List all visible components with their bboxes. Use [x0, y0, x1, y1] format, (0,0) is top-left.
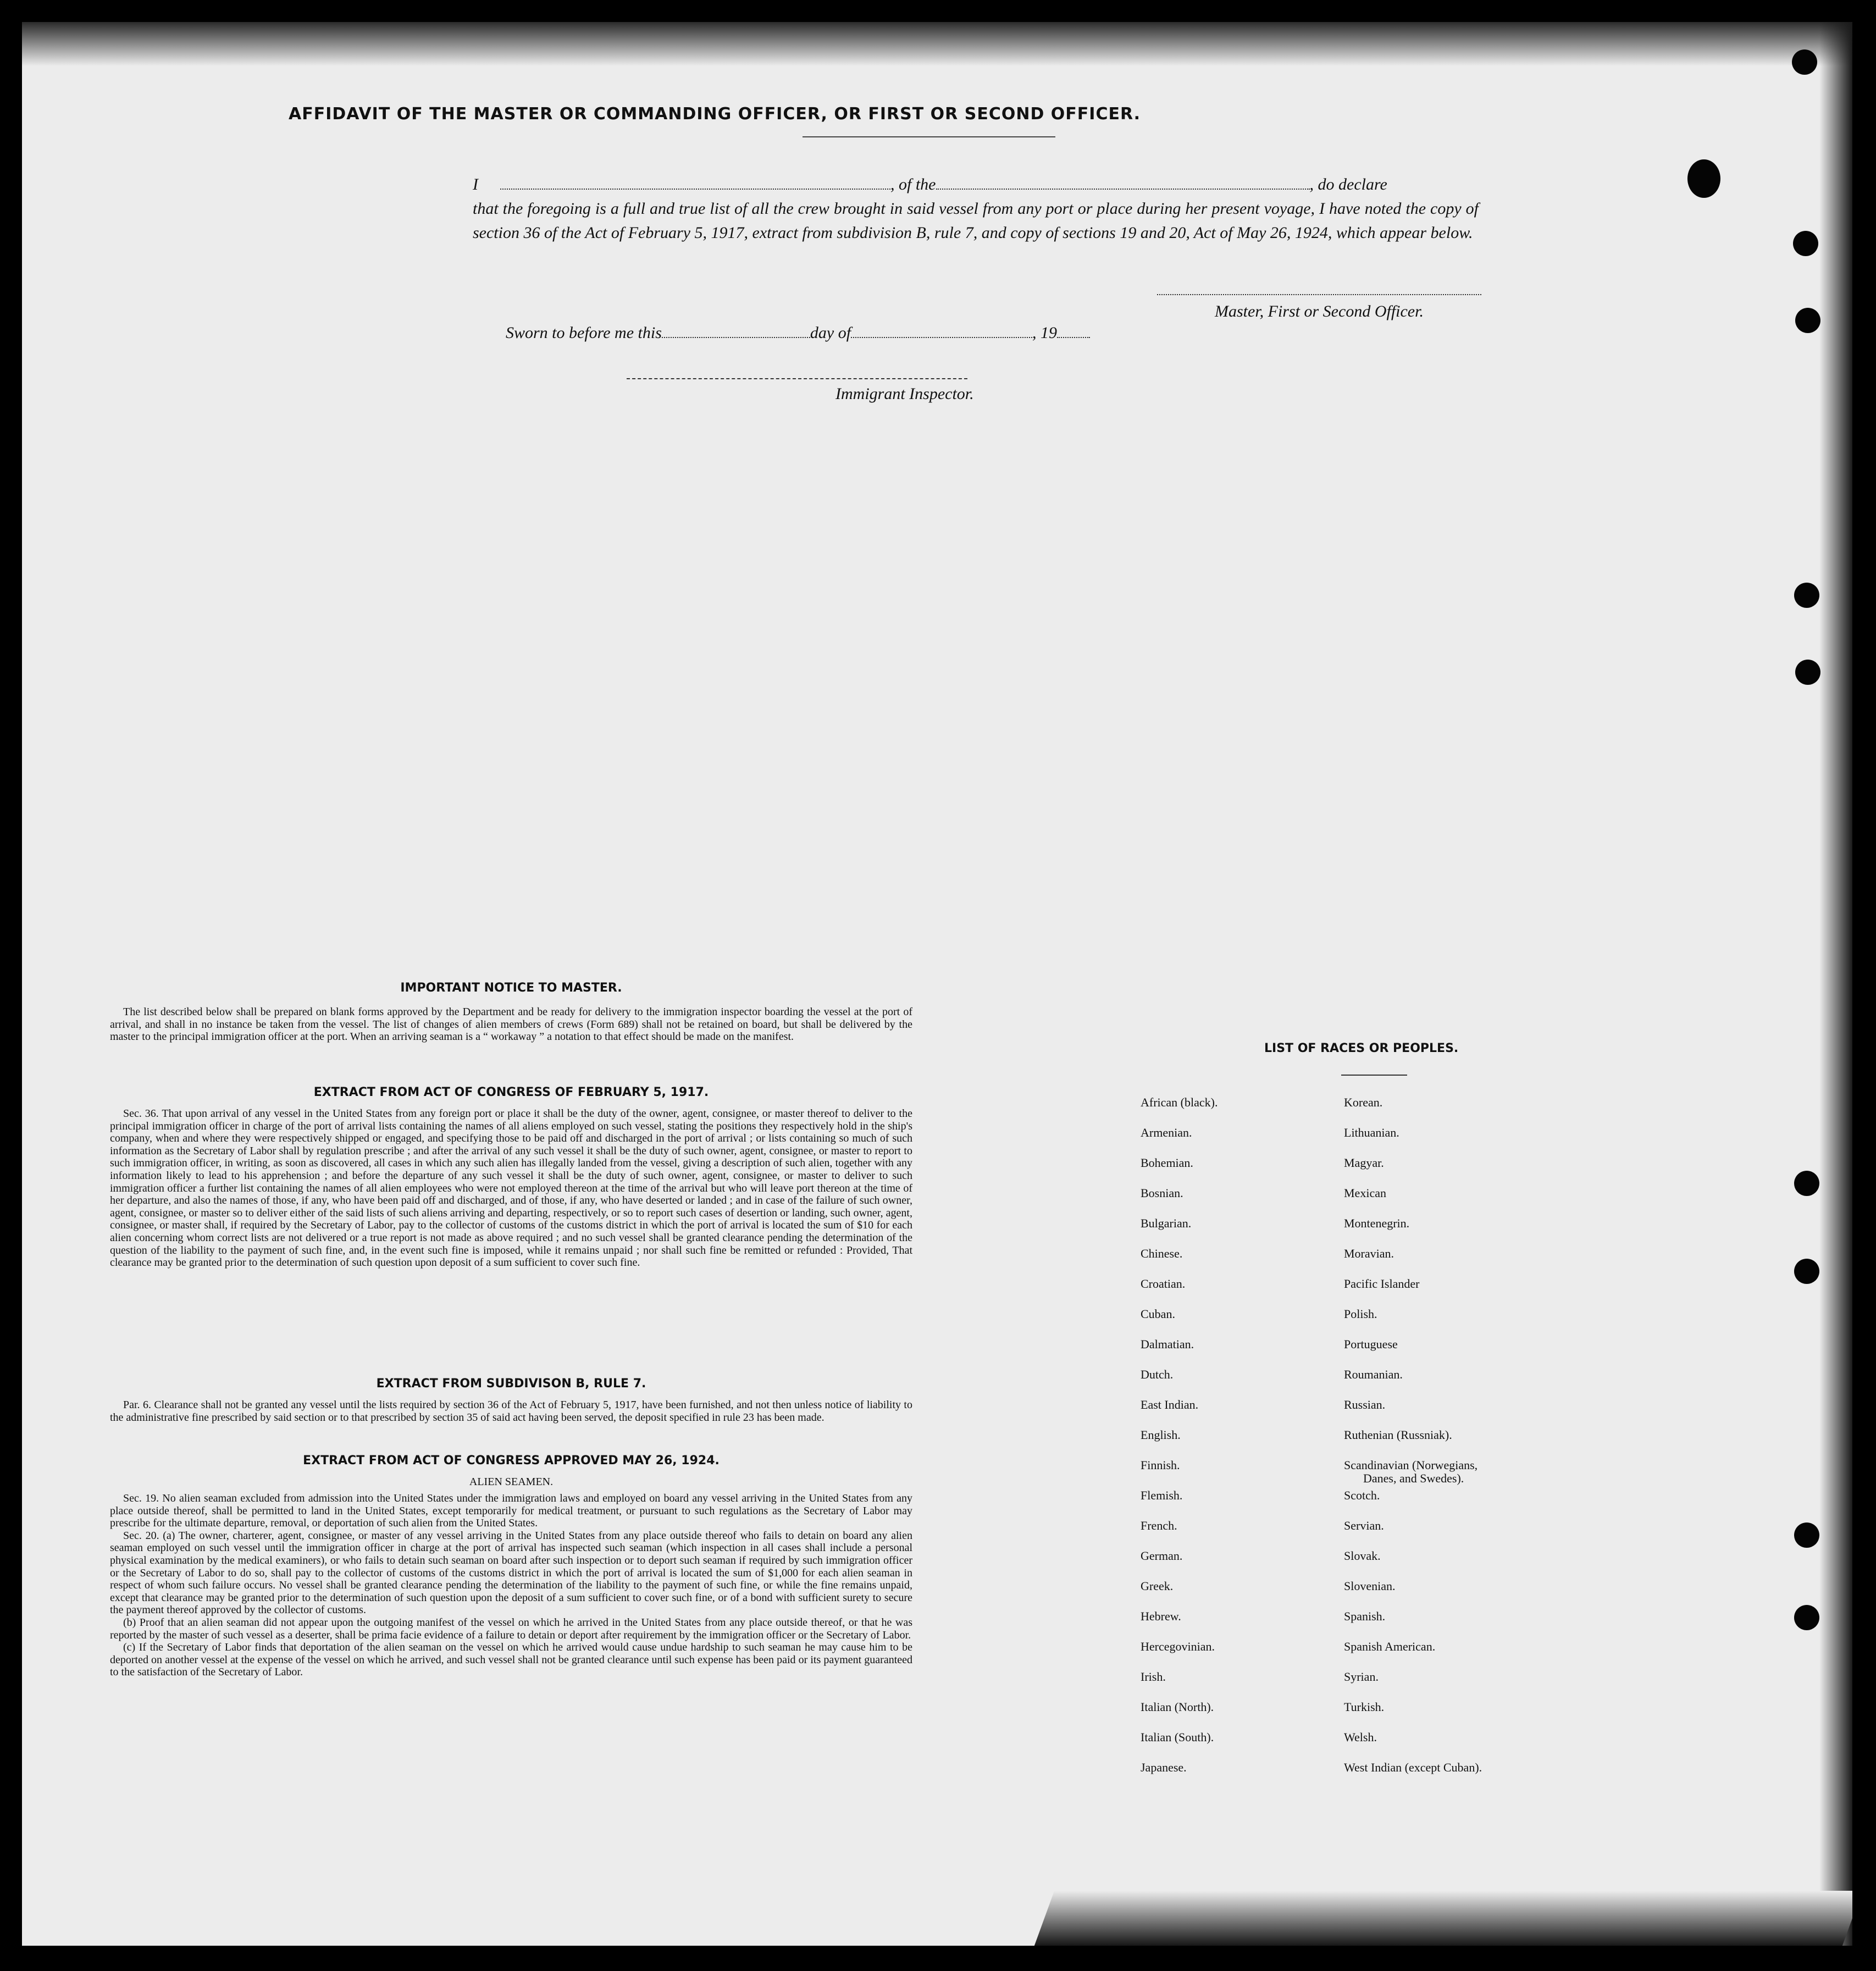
title-underline [803, 136, 1055, 137]
race-item: German. [1141, 1549, 1183, 1563]
race-item: Russian. [1344, 1398, 1386, 1411]
affidavit-i-label: I [473, 175, 478, 193]
race-item: Italian (South). [1141, 1730, 1214, 1744]
race-item: Greek. [1141, 1579, 1174, 1593]
extract-1924-heading: EXTRACT FROM ACT OF CONGRESS APPROVED MAY 26, 1924. [303, 1454, 720, 1468]
race-item: Armenian. [1141, 1126, 1192, 1139]
sec20c-paragraph: (c) If the Secretary of Labor finds that deportation of the alien seaman on the vessel on which he arrived would cause undue hardship to such seaman he may cause him to be deported on another vessel at the expense of the vessel on which he arrived, and such vessel shall not be granted clearance until such expense has been paid or its payment guaranteed to the satisfaction of the Secretary of Labor. [110, 1641, 912, 1679]
race-item: Italian (North). [1141, 1700, 1214, 1714]
binder-hole [1794, 1522, 1819, 1548]
race-item: Lithuanian. [1344, 1126, 1399, 1139]
race-item: Croatian. [1141, 1277, 1186, 1291]
sworn-line [506, 322, 1090, 342]
inspector-signature-label: Immigrant Inspector. [835, 385, 974, 403]
affidavit-title: AFFIDAVIT OF THE MASTER OR COMMANDING OFFICER, OR FIRST OR SECOND OFFICER. [288, 104, 1141, 124]
race-item: Finnish. [1141, 1458, 1180, 1472]
notice-text [110, 1006, 912, 1043]
alien-seamen-subheading: ALIEN SEAMEN. [469, 1476, 554, 1488]
race-item: Chinese. [1141, 1247, 1183, 1260]
race-item: Irish. [1141, 1670, 1166, 1684]
extract-1917-text [110, 1108, 912, 1269]
races-title-underline [1341, 1075, 1407, 1076]
race-item: Magyar. [1344, 1156, 1384, 1170]
extract-1917-paragraph: Sec. 36. That upon arrival of any vessel in the United States from any foreign port or place it shall be the duty of the owner, agent, consignee, or master thereof to deliver to the principal immigration officer in charge of the port of arrival lists containing the names of all aliens employed on such vessel, stating the positions they respectively hold in the ship's company, when and where they were respectively shipped or engaged, and specifying those to be paid off and discharged in the port of arrival ; or lists containing so much of such information as the Secretary of Labor shall by regulation prescribe ; and after the arrival of any such vessel it shall be the duty of such owner, agent, consignee, or master to report to such immigration officer, in writing, as soon as discovered, all cases in which any such alien has illegally landed from the vessel, giving a description of such alien, together with any information likely to lead to his apprehension ; and before the departure of any such vessel it shall be the duty of such owner, agent, consignee, or master to deliver to such immigration officer a further list containing the names of all alien employees who were not employed thereon at the time of the arrival but who will leave port thereon at the time of her departure, and also the names of those, if any, who have been paid off and discharged, and of those, if any, who have deserted or landed ; and in case of the failure of such owner, agent, consignee, or master so to deliver either of the said lists of such aliens arriving and departing, respectively, or so to report such cases of desertion or landing, such owner, agent, consignee, or master shall, if required by the Secretary of Labor, pay to the collector of customs of the customs district in which the port of arrival is located the sum of $10 for each alien concerning whom correct lists are not delivered or a true report is not made as above required ; and no such vessel shall be granted clearance pending the determination of the question of the liability to the payment of such fine, and, in the event such fine is imposed, while it remains unpaid ; nor shall such fine be remitted or refunded : Provided, That clearance may be granted prior to the determination of such question upon deposit of a sum sufficient to cover such fine. [110, 1108, 912, 1269]
race-item: Mexican [1344, 1186, 1386, 1200]
master-signature-line[interactable] [1157, 294, 1481, 295]
race-item: Welsh. [1344, 1730, 1377, 1744]
scan-shadow-top [22, 22, 1852, 66]
sworn-year-label: , 19 [1032, 324, 1058, 342]
race-item: Ruthenian (Russniak). [1344, 1428, 1452, 1442]
race-item: African (black). [1141, 1095, 1218, 1109]
race-item: Servian. [1344, 1519, 1384, 1532]
race-item: Spanish. [1344, 1609, 1386, 1623]
sworn-prefix: Sworn to before me this [506, 324, 662, 342]
binder-hole [1794, 1171, 1819, 1196]
race-item: Dutch. [1141, 1367, 1174, 1381]
binder-hole [1794, 1605, 1819, 1630]
vessel-blank[interactable] [936, 173, 1310, 190]
race-item: Moravian. [1344, 1247, 1394, 1260]
race-item: East Indian. [1141, 1398, 1199, 1411]
notice-paragraph: The list described below shall be prepared on blank forms approved by the Department and be ready for delivery to the immigration inspector boarding the vessel at the port of arrival, and shall in no instance be taken from the vessel. The list of changes of alien members of crews (Form 689) shall not be retained on board, but shall be delivered by the master to the principal immigration officer at the port. When an arriving seaman is a “ workaway ” a notation to that effect should be made on the manifest. [110, 1006, 912, 1043]
binder-hole [1794, 583, 1819, 608]
sworn-month-blank[interactable] [851, 322, 1032, 338]
race-item: Bulgarian. [1141, 1216, 1192, 1230]
sworn-year-blank[interactable] [1057, 322, 1090, 338]
race-item: Japanese. [1141, 1760, 1187, 1774]
race-item: Polish. [1344, 1307, 1377, 1321]
scan-shadow-bottom [1034, 1891, 1852, 1946]
races-title: LIST OF RACES OR PEOPLES. [1264, 1042, 1459, 1055]
scan-shadow-right [1819, 22, 1852, 1946]
race-item: Montenegrin. [1344, 1216, 1410, 1230]
sec20a-paragraph: Sec. 20. (a) The owner, charterer, agent, consignee, or master of any vessel arriving in the United States from any place outside thereof who fails to detain on board any alien seaman employed on such vessel until the immigration officer in charge at the port of arrival has inspected such seaman (which inspection in all cases shall include a personal physical examination by the medical examiners), or who fails to detain such seaman on board after such inspection or to deport such seaman if required by such immigration officer or the Secretary of Labor to do so, shall pay to the collector of customs of the customs district in which the port of arrival is located the sum of $1,000 for each alien seaman in respect of whom such failure occurs. No vessel shall be granted clearance pending the determination of the liability to the payment of such fine, or while the fine remains unpaid, except that clearance may be granted prior to the determination of such question upon the deposit of a sum sufficient to cover such fine, or of a bond with sufficient surety to secure the payment thereof approved by the collector of customs. [110, 1529, 912, 1616]
race-item: Korean. [1344, 1095, 1383, 1109]
race-item: Slovenian. [1344, 1579, 1396, 1593]
sec20b-paragraph: (b) Proof that an alien seaman did not appear upon the outgoing manifest of the vessel on which he arrived in the United States from any place outside thereof, or that he was reported by the master of such vessel as a deserter, shall be prima facie evidence of a failure to detain or deport after requirement by the immigration officer or the Secretary of Labor. [110, 1616, 912, 1641]
race-item-continuation: Danes, and Swedes). [1363, 1471, 1464, 1485]
document-page [22, 22, 1852, 1946]
do-declare-label: , do declare [1309, 175, 1387, 193]
notice-heading: IMPORTANT NOTICE TO MASTER. [400, 981, 622, 995]
ink-blot [1687, 159, 1720, 198]
race-item: West Indian (except Cuban). [1344, 1760, 1482, 1774]
name-blank[interactable] [500, 173, 890, 190]
binder-hole [1794, 1259, 1819, 1284]
extract-rule7-heading: EXTRACT FROM SUBDIVISON B, RULE 7. [376, 1377, 646, 1391]
race-item: Scotch. [1344, 1488, 1380, 1502]
of-the-label: , of the [890, 175, 936, 193]
race-item: Hercegovinian. [1141, 1640, 1215, 1653]
race-item: Flemish. [1141, 1488, 1183, 1502]
race-item: Portuguese [1344, 1337, 1398, 1351]
race-item: Spanish American. [1344, 1640, 1436, 1653]
sworn-day-blank[interactable] [662, 322, 810, 338]
binder-hole [1793, 231, 1818, 256]
race-item: English. [1141, 1428, 1181, 1442]
race-item: Bosnian. [1141, 1186, 1183, 1200]
sworn-day-of-label: day of [810, 324, 851, 342]
race-item: Roumanian. [1344, 1367, 1403, 1381]
affidavit-body: that the foregoing is a full and true list of all the crew brought in said vessel from any port or place during her present voyage, I have noted the copy of section 36 of the Act of February 5, 1917, extract from subdivision B, rule 7, and copy of sections 19 and 20, Act of May 26, 1924, which appear below. [473, 200, 1479, 242]
race-item: Pacific Islander [1344, 1277, 1420, 1291]
race-item: Turkish. [1344, 1700, 1385, 1714]
extract-1924-text [110, 1492, 912, 1679]
binder-hole [1795, 308, 1820, 333]
binder-hole [1792, 49, 1817, 75]
race-item: French. [1141, 1519, 1177, 1532]
race-item: Dalmatian. [1141, 1337, 1194, 1351]
inspector-signature-line[interactable] [627, 378, 967, 379]
extract-rule7-text [110, 1399, 912, 1424]
race-item: Syrian. [1344, 1670, 1379, 1684]
race-item: Slovak. [1344, 1549, 1381, 1563]
race-item: Scandinavian (Norwegians, [1344, 1458, 1478, 1472]
binder-hole [1795, 660, 1820, 685]
extract-1917-heading: EXTRACT FROM ACT OF CONGRESS OF FEBRUARY 5, 1917. [313, 1086, 709, 1099]
extract-rule7-paragraph: Par. 6. Clearance shall not be granted any vessel until the lists required by section 36 of the Act of February 5, 1917, have been furnished, and not then unless notice of liability to the administrative fine prescribed by said section or to that prescribed by section 35 of said act having been served, the deposit specified in rule 23 has been made. [110, 1399, 912, 1424]
sec19-paragraph: Sec. 19. No alien seaman excluded from admission into the United States under the immigration laws and employed on board any vessel arriving in the United States from any place outside thereof, shall be permitted to land in the United States, except temporarily for medical treatment, or pursuant to such regulations as the Secretary of Labor may prescribe for the ultimate departure, removal, or deportation of such alien from the United States. [110, 1492, 912, 1530]
race-item: Bohemian. [1141, 1156, 1193, 1170]
master-signature-label: Master, First or Second Officer. [1215, 302, 1424, 320]
race-item: Hebrew. [1141, 1609, 1181, 1623]
affidavit-declaration-line [473, 173, 1387, 194]
race-item: Cuban. [1141, 1307, 1175, 1321]
